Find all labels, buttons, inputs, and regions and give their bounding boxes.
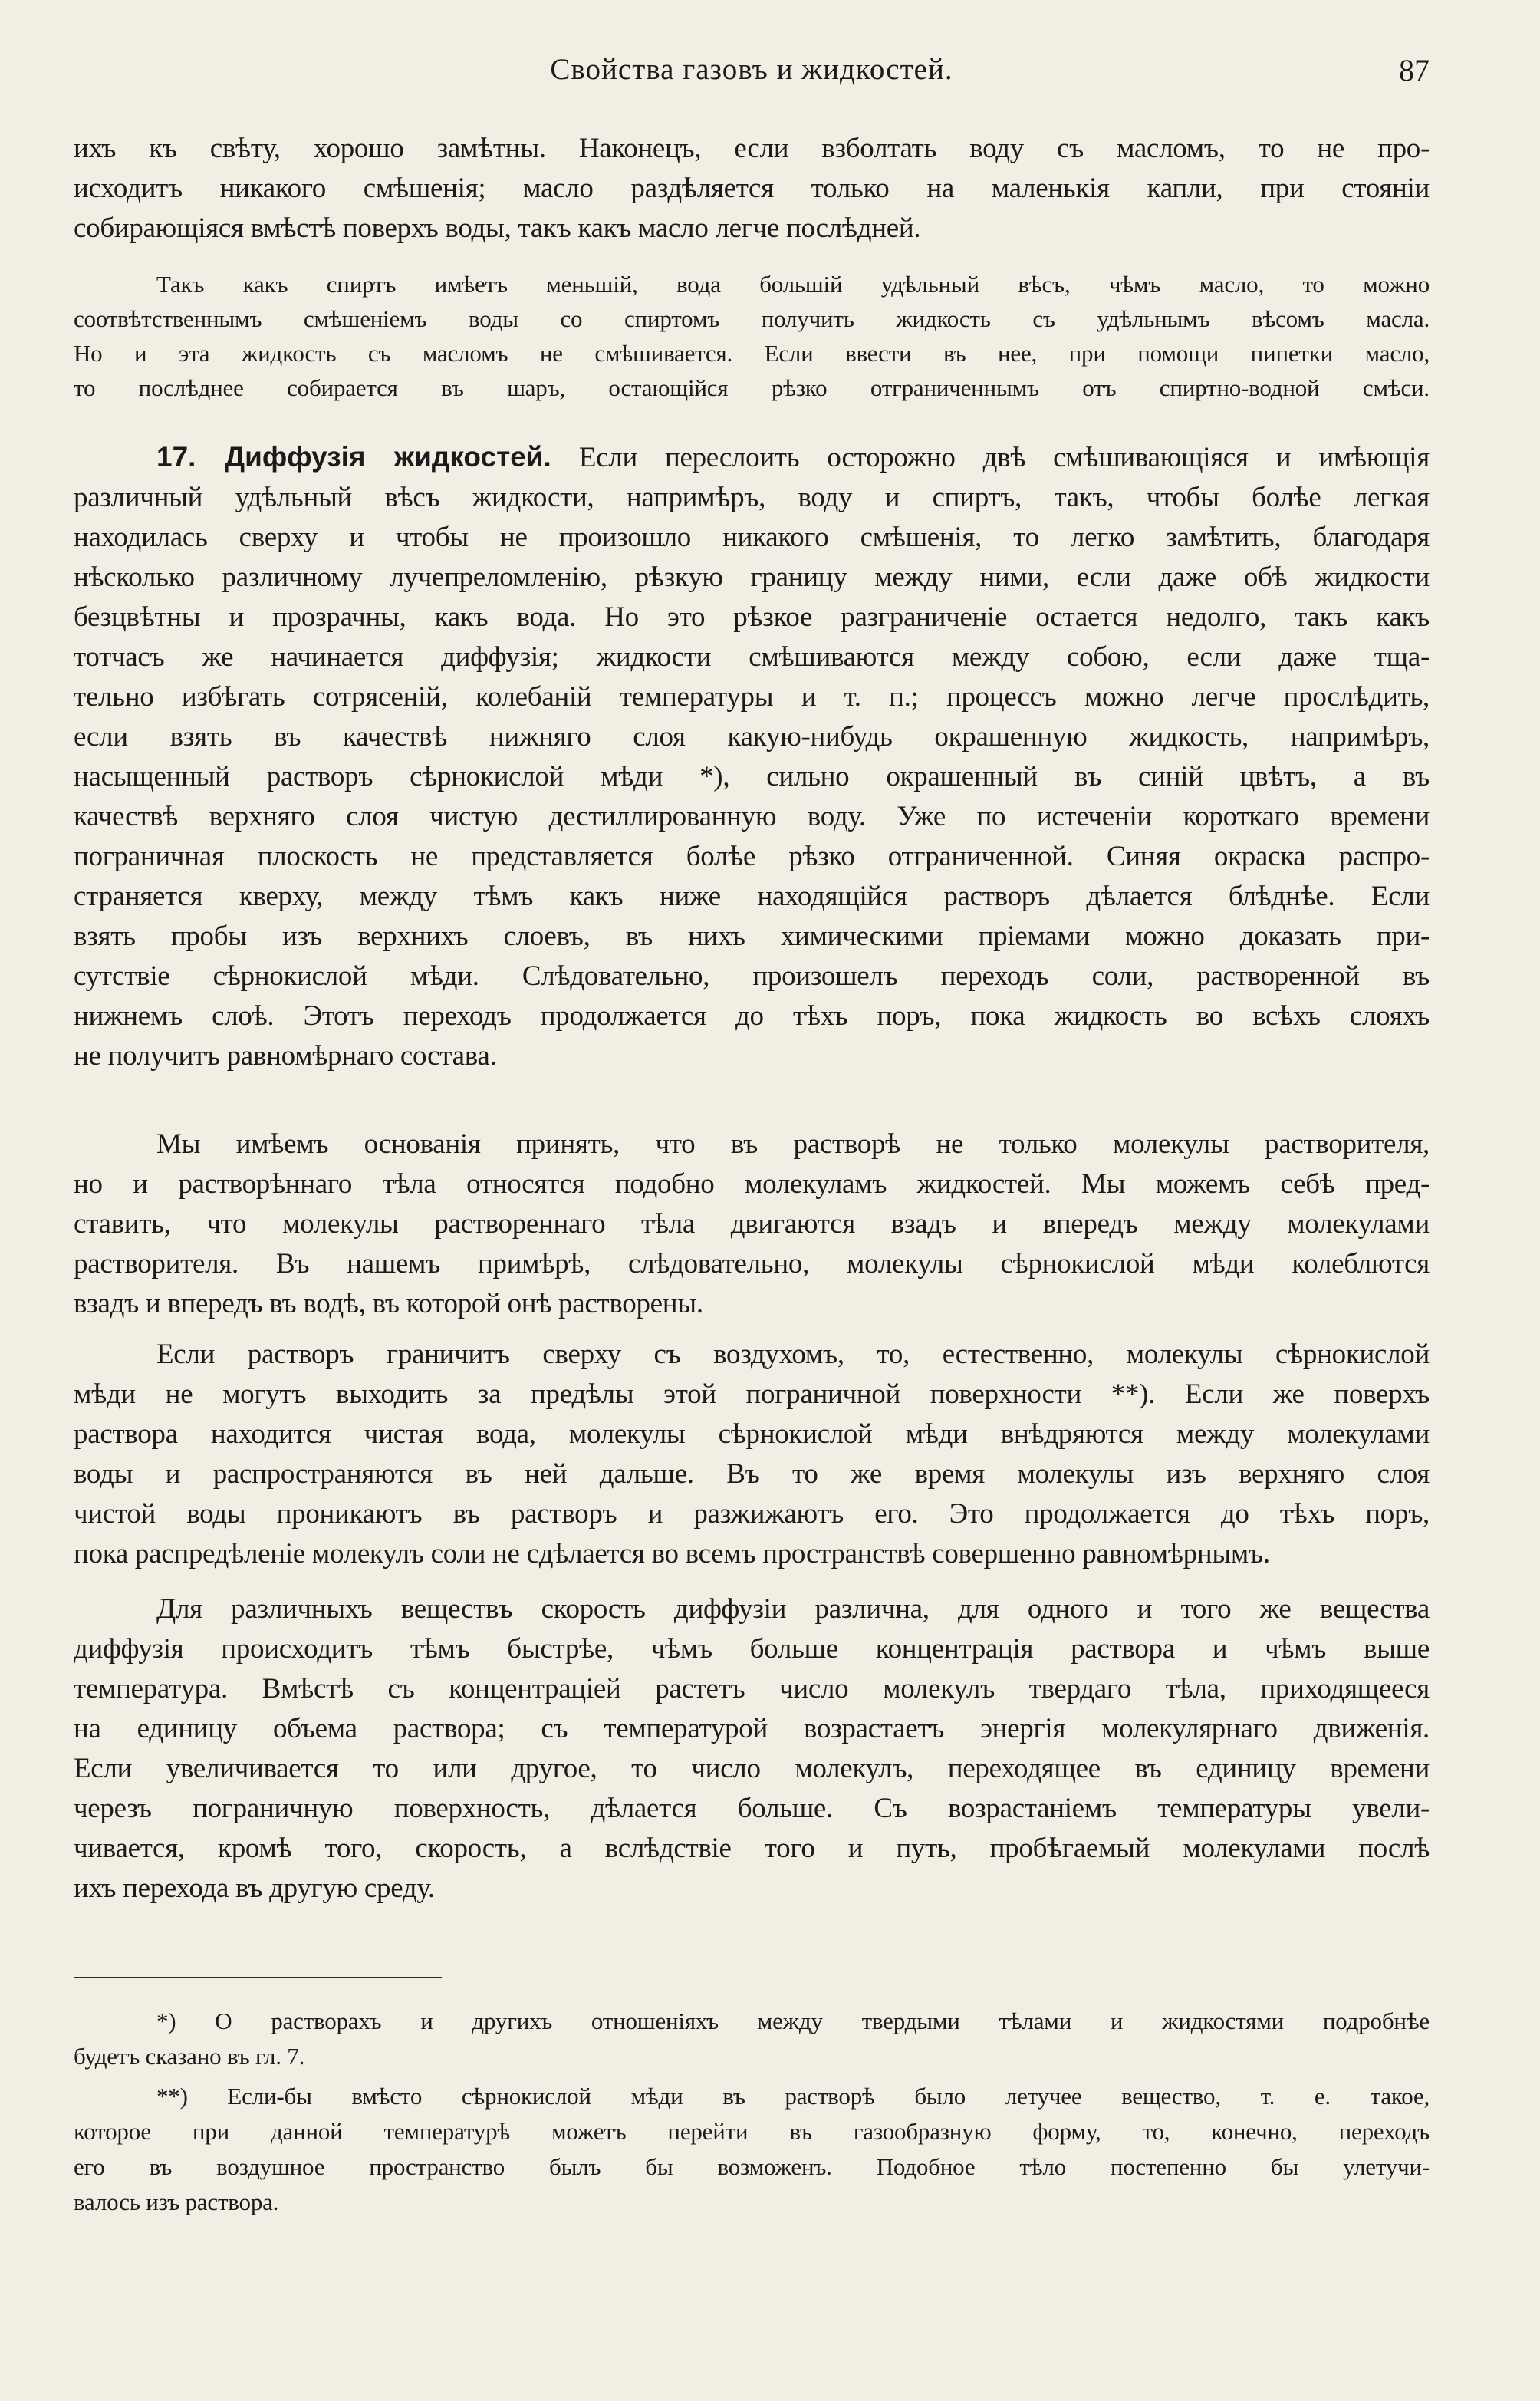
text-line: страняется кверху, между тѣмъ какъ ниже находящійся растворъ дѣлается блѣднѣе. Если bbox=[74, 881, 1430, 912]
text-line: насыщенный растворъ сѣрнокислой мѣди *), сильно окрашенный въ синій цвѣтъ, а въ bbox=[74, 761, 1430, 792]
page-number: 87 bbox=[1399, 53, 1430, 87]
text-line: нижнемъ слоѣ. Этотъ переходъ продолжается до тѣхъ поръ, пока жидкость во всѣхъ слояхъ bbox=[74, 1000, 1430, 1032]
text-line: мѣди не могутъ выходить за предѣлы этой пограничной поверхности **). Если же поверхъ bbox=[74, 1378, 1430, 1410]
text-line: Если увеличивается то или другое, то число молекулъ, переходящее въ единицу времени bbox=[74, 1753, 1430, 1784]
text-line: различный удѣльный вѣсъ жидкости, напримѣръ, воду и спиртъ, такъ, чтобы болѣе легкая bbox=[74, 482, 1430, 513]
footnote-line: валось изъ раствора. bbox=[74, 2189, 279, 2215]
footnote-1 bbox=[74, 2004, 1430, 2074]
section-heading: 17. Диффузія жидкостей. bbox=[156, 441, 551, 473]
text-line: тотчасъ же начинается диффузія; жидкости смѣшиваются между собою, если даже тща- bbox=[74, 641, 1430, 673]
text-line: на единицу объема раствора; съ температурой возрастаетъ энергія молекулярнаго движенія. bbox=[74, 1713, 1430, 1744]
text-line: Для различныхъ веществъ скорость диффузіи различна, для одного и того же вещества bbox=[156, 1593, 1430, 1625]
footnote-line: **) Если-бы вмѣсто сѣрнокислой мѣди въ растворѣ было летучее вещество, т. е. такое, bbox=[156, 2083, 1430, 2110]
text-line: воды и распространяются въ ней дальше. Въ то же время молекулы изъ верхняго слоя bbox=[74, 1458, 1430, 1490]
text-line: Если растворъ граничитъ сверху съ воздухомъ, то, естественно, молекулы сѣрнокислой bbox=[156, 1339, 1430, 1370]
text-line: соотвѣтственнымъ смѣшеніемъ воды со спиртомъ получить жидкость съ удѣльнымъ вѣсомъ масла. bbox=[74, 305, 1430, 332]
footnote-line: будетъ сказано въ гл. 7. bbox=[74, 2043, 305, 2070]
text-line: чивается, кромѣ того, скорость, а вслѣдствіе того и путь, пробѣгаемый молекулами послѣ bbox=[74, 1833, 1430, 1864]
page-header bbox=[74, 52, 1430, 100]
paragraph bbox=[74, 1125, 1430, 1324]
footnote-line: которое при данной температурѣ можетъ перейти въ газообразную форму, то, конечно, переходъ bbox=[74, 2118, 1430, 2145]
paragraph-continuation bbox=[74, 129, 1430, 249]
text-line: ихъ къ свѣту, хорошо замѣтны. Наконецъ, если взболтать воду съ масломъ, то не про- bbox=[74, 133, 1430, 164]
text-line: пограничная плоскость не представляется болѣе рѣзко отграниченной. Синяя окраска распро- bbox=[74, 841, 1430, 872]
text-line: взять пробы изъ верхнихъ слоевъ, въ нихъ химическими пріемами можно доказать при- bbox=[74, 921, 1430, 952]
text-line: но и растворѣннаго тѣла относятся подобно молекуламъ жидкостей. Мы можемъ себѣ пред- bbox=[74, 1168, 1430, 1200]
text-line: тельно избѣгать сотрясеній, колебаній температуры и т. п.; процессъ можно легче прослѣдить, bbox=[74, 681, 1430, 713]
text-line: температура. Вмѣстѣ съ концентраціей растетъ число молекулъ твердаго тѣла, приходящееся bbox=[74, 1673, 1430, 1704]
footnote-line: его въ воздушное пространство былъ бы возможенъ. Подобное тѣло постепенно бы улетучи- bbox=[74, 2153, 1430, 2180]
text-line: Мы имѣемъ основанія принять, что въ растворѣ не только молекулы растворителя, bbox=[156, 1128, 1430, 1160]
text-line: находилась сверху и чтобы не произошло никакого смѣшенія, то легко замѣтить, благодаря bbox=[74, 522, 1430, 553]
text-line: ставить, что молекулы раствореннаго тѣла двигаются взадъ и впередъ между молекулами bbox=[74, 1208, 1430, 1240]
text-line: взадъ и впередъ въ водѣ, въ которой онѣ растворены. bbox=[74, 1288, 703, 1319]
text-line: нѣсколько различному лучепреломленію, рѣзкую границу между ними, если даже обѣ жидкости bbox=[74, 562, 1430, 593]
text-line: Но и эта жидкость съ масломъ не смѣшивается. Если ввести въ нее, при помощи пипетки масло, bbox=[74, 340, 1430, 367]
section-17-paragraph bbox=[74, 437, 1430, 1076]
text-line: ихъ перехода въ другую среду. bbox=[74, 1872, 435, 1904]
footnotes bbox=[74, 2004, 1430, 2220]
text-line: если взять въ качествѣ нижняго слоя какую-нибудь окрашенную жидкость, напримѣръ, bbox=[74, 721, 1430, 753]
text-line: сутствіе сѣрнокислой мѣди. Слѣдовательно, произошелъ переходъ соли, растворенной въ bbox=[74, 960, 1430, 992]
text-line: раствора находится чистая вода, молекулы сѣрнокислой мѣди внѣдряются между молекулами bbox=[74, 1418, 1430, 1450]
running-title: Свойства газовъ и жидкостей. bbox=[550, 53, 953, 86]
text-line bbox=[74, 437, 1430, 478]
text-line: диффузія происходитъ тѣмъ быстрѣе, чѣмъ больше концентрація раствора и чѣмъ выше bbox=[74, 1633, 1430, 1665]
text-line: чистой воды проникаютъ въ растворъ и разжижаютъ его. Это продолжается до тѣхъ поръ, bbox=[74, 1498, 1430, 1530]
text-line: Такъ какъ спиртъ имѣетъ меньшій, вода большій удѣльный вѣсъ, чѣмъ масло, то можно bbox=[156, 271, 1430, 298]
footnote-2 bbox=[74, 2079, 1430, 2220]
text-line: пока распредѣленіе молекулъ соли не сдѣлается во всемъ пространствѣ совершенно равномѣрнымъ. bbox=[74, 1538, 1270, 1569]
footnote-line: *) О растворахъ и другихъ отношеніяхъ между твердыми тѣлами и жидкостями подробнѣе bbox=[156, 2007, 1430, 2034]
text-line: исходитъ никакого смѣшенія; масло раздѣляется только на маленькія капли, при стояніи bbox=[74, 173, 1430, 204]
text-line: качествѣ верхняго слоя чистую дестиллированную воду. Уже по истеченіи короткаго времени bbox=[74, 801, 1430, 832]
paragraph bbox=[74, 1335, 1430, 1574]
text-line: не получитъ равномѣрнаго состава. bbox=[74, 1040, 497, 1072]
footnote-rule bbox=[74, 1977, 442, 1978]
paragraph bbox=[74, 1589, 1430, 1909]
text-line: черезъ пограничную поверхность, дѣлается больше. Съ возрастаніемъ температуры увели- bbox=[74, 1793, 1430, 1824]
small-print-paragraph bbox=[74, 267, 1430, 405]
text-line: то послѣднее собирается въ шаръ, остающійся рѣзко отграниченнымъ отъ спиртно-водной смѣси. bbox=[74, 374, 1430, 401]
text-line: растворителя. Въ нашемъ примѣрѣ, слѣдовательно, молекулы сѣрнокислой мѣди колеблются bbox=[74, 1248, 1430, 1280]
text-line: собирающіяся вмѣстѣ поверхъ воды, такъ какъ масло легче послѣдней. bbox=[74, 212, 921, 244]
text-line: безцвѣтны и прозрачны, какъ вода. Но это рѣзкое разграниченіе остается недолго, такъ какъ bbox=[74, 601, 1430, 633]
text-line-rest: Если переслоить осторожно двѣ смѣшивающіяся и имѣющія bbox=[551, 442, 1430, 473]
